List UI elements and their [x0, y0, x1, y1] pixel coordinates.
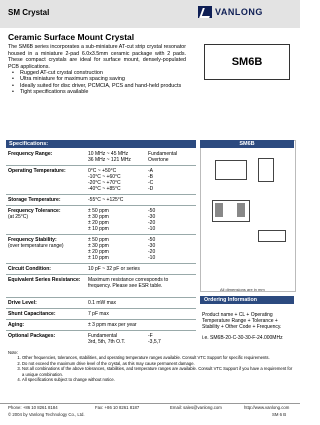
circuit-label: Circuit Condition:: [8, 266, 52, 272]
drive-label: Drive Level:: [8, 300, 37, 306]
freq-tol-label: Frequency Tolerance:: [8, 208, 61, 214]
dimension-panel-title: SM6B: [200, 140, 294, 148]
intro-paragraph: The SM6B series incorporates a sub-miniature AT-cut strip crystal resonator housed in a miniature 2-pad 6.0x3.5mm ceramic package with 2 pads. These compact crystals are ideal for surface mount, densely-populated PCB applications.: [8, 44, 186, 70]
ordering-example: i.e. SM6B-20-C-30-30-F-24.000MHz: [202, 334, 283, 341]
note-item: 4. All specifications subject to change without notice.: [22, 377, 293, 382]
divider: [6, 194, 196, 195]
pad-right: [237, 203, 245, 217]
footer-fax: Fax: +86 10 8261 8187: [95, 405, 140, 410]
op-temp-value: -20°C ~ +70°C: [88, 180, 121, 186]
note-item: 2. Do not exceed the maximum drive level of the crystal, as this may cause permanent damage.: [22, 361, 293, 366]
freq-tol-code: -30: [148, 214, 156, 220]
storage-temp-value: -55°C ~ +125°C: [88, 197, 124, 203]
op-temp-value: -10°C ~ +60°C: [88, 174, 121, 180]
footer-divider: [0, 403, 300, 404]
freq-stab-code: -30: [148, 243, 156, 249]
freq-range-value: 10 MHz ~ 45 MHz: [88, 151, 129, 157]
freq-stab-value: ± 50 ppm: [88, 237, 109, 243]
footer-email: Email: sales@vanlong.com: [170, 405, 222, 410]
freq-tol-value: ± 10 ppm: [88, 226, 109, 232]
freq-tol-sub: (at 25°C): [8, 214, 29, 220]
notes: [8, 350, 293, 382]
feature-item: • Tight specifications available: [10, 89, 190, 95]
op-temp-code: -B: [148, 174, 153, 180]
pad-left: [215, 203, 223, 217]
feature-item: • Ideally suited for disc driver, PCMCIA, PCS and hand-held products: [10, 83, 190, 89]
freq-stab-value: ± 20 ppm: [88, 249, 109, 255]
freq-range-value: 36 MHz ~ 121 MHz: [88, 157, 131, 163]
package-value: 3rd, 5th, 7th O.T.: [88, 339, 126, 345]
footer-copyright: © 2004 by Vanlong Technology Co., Ltd.: [8, 412, 85, 417]
op-temp-code: -A: [148, 168, 153, 174]
aging-value: ± 3 ppm max per year: [88, 322, 137, 328]
feature-item: • Rugged AT-cut crystal construction: [10, 70, 190, 76]
divider: [6, 319, 196, 320]
divider: [6, 263, 196, 264]
vanlong-logo-icon: [198, 6, 212, 18]
shunt-label: Shunt Capacitance:: [8, 311, 56, 317]
model-box: SM6B: [204, 44, 290, 80]
freq-range-code: Overtone: [148, 157, 169, 163]
op-temp-label: Operating Temperature:: [8, 168, 66, 174]
divider: [6, 330, 196, 331]
divider: [6, 234, 196, 235]
drive-value: 0.1 mW max: [88, 300, 117, 306]
feature-list: [10, 70, 190, 95]
freq-stab-value: ± 30 ppm: [88, 243, 109, 249]
footer-web[interactable]: http://www.vanlong.com: [244, 405, 290, 410]
freq-tol-value: ± 20 ppm: [88, 220, 109, 226]
esr-label: Equivalent Series Resistance:: [8, 277, 81, 283]
package-code: -3,5,7: [148, 339, 161, 345]
divider: [6, 205, 196, 206]
category-title: SM Crystal: [8, 8, 50, 17]
package-label: Optional Packages:: [8, 333, 56, 339]
op-temp-value: 0°C ~ +50°C: [88, 168, 117, 174]
freq-stab-label: Frequency Stability:: [8, 237, 57, 243]
freq-tol-value: ± 30 ppm: [88, 214, 109, 220]
freq-stab-code: -20: [148, 249, 156, 255]
aging-label: Aging:: [8, 322, 25, 328]
freq-stab-code: -50: [148, 237, 156, 243]
freq-tol-code: -10: [148, 226, 156, 232]
freq-stab-value: ± 10 ppm: [88, 255, 109, 261]
freq-stab-code: -10: [148, 255, 156, 261]
op-temp-code: -D: [148, 186, 154, 192]
storage-temp-label: Storage Temperature:: [8, 197, 61, 203]
op-temp-code: -C: [148, 180, 154, 186]
freq-tol-value: ± 50 ppm: [88, 208, 109, 214]
freq-tol-code: -50: [148, 208, 156, 214]
ordering-text: [202, 312, 292, 341]
freq-tol-code: -20: [148, 220, 156, 226]
page-title: Ceramic Surface Mount Crystal: [8, 32, 135, 42]
notes-title: Note:: [8, 350, 19, 355]
land-pattern: [258, 230, 286, 242]
footer-code: SM 6 B: [272, 412, 287, 417]
feature-item: • Ultra miniature for maximum spacing saving: [10, 76, 190, 82]
freq-stab-sub: (over temperature range): [8, 243, 64, 249]
dimension-note: All dimensions are in mm: [220, 287, 265, 292]
note-item: 1. Other frequencies, tolerances, stabilities, and operating temperature ranges available. Consult VTC Support for specific requirements.: [22, 355, 293, 360]
package-code: -F: [148, 333, 153, 339]
circuit-value: 10 pF ~ 32 pF or series: [88, 266, 140, 272]
divider: [6, 308, 196, 309]
brand-logo: [198, 6, 263, 18]
shunt-value: 7 pF max: [88, 311, 109, 317]
package-top-view: [215, 160, 247, 180]
freq-range-code: Fundamental: [148, 151, 178, 157]
op-temp-value: -40°C ~ +85°C: [88, 186, 121, 192]
esr-value: Maximum resistance corresponds to frequency. Please see ESR table.: [88, 277, 169, 289]
package-side-view: [258, 158, 274, 182]
divider: [6, 297, 196, 298]
footer-phone: Phone: +86 10 8261 8184: [8, 405, 58, 410]
divider: [6, 274, 196, 275]
note-item: 3. Not all combinations of the above tolerances, stabilities, and temperature ranges are available. Consult VTC Support if you have a requirement for a unique combination.: [22, 366, 293, 377]
divider: [6, 165, 196, 166]
package-value: Fundamental: [88, 333, 118, 339]
ordering-header: Ordering Information: [200, 296, 294, 304]
freq-range-label: Frequency Range:: [8, 151, 53, 157]
ordering-description: Product name + CL + Operating Temperature Range + Tolerance + Stability + Other Code + Frequency.: [202, 312, 282, 331]
specs-header: Specifications:: [9, 141, 49, 147]
brand-name: VANLONG: [215, 7, 263, 17]
